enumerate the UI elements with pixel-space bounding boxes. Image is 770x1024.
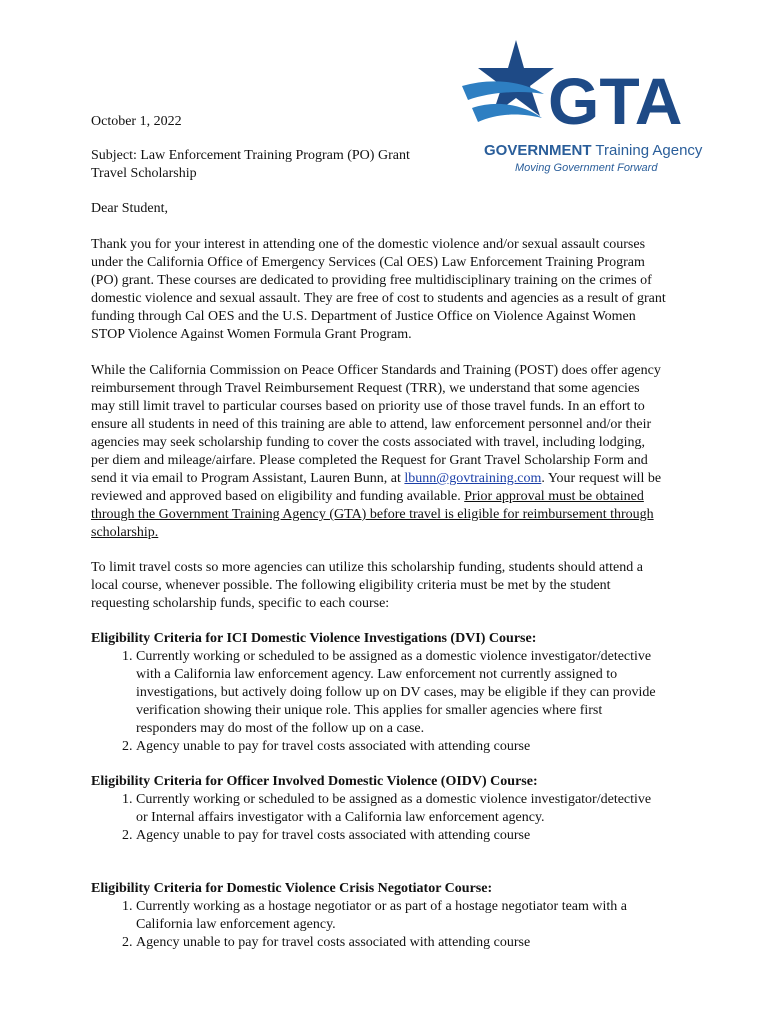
criteria-item: 2. Agency unable to pay for travel costs associated with attending course <box>136 934 666 952</box>
letter-date: October 1, 2022 <box>91 114 182 129</box>
scholarship-paragraph: While the California Commission on Peace Officer Standards and Training (POST) does offer agency reimbursement through Travel Reimbursement Request (TRR), we understand that some agencies may still limit travel to particular courses based on priority use of those travel funds. In an effort to ensure all students in need of this training are able to attend, law enforcement personnel and/or their agencies may seek scholarship funding to cover the costs associated with travel, including lodging, per diem and mileage/airfare. Please completed the Request for Grant Travel Scholarship Form and send it via email to Program Assistant, Lauren Bunn, at lbunn@govtraining.com. Your request will be reviewed and approved based on eligibility and funding available. Prior approval must be obtained through the Government Training Agency (GTA) before travel is eligible for reimbursement through scholarship. <box>91 363 662 540</box>
criteria-section-dvi <box>91 630 666 756</box>
criteria-list <box>91 648 666 756</box>
criteria-section-negotiator <box>91 880 666 952</box>
criteria-item: 2. Agency unable to pay for travel costs associated with attending course <box>136 827 666 845</box>
criteria-item: 1. Currently working as a hostage negotiator or as part of a hostage negotiator team with a California law enforcement agency. <box>136 898 666 934</box>
criteria-section-oidv <box>91 773 666 845</box>
letter-subject: Subject: Law Enforcement Training Program (PO) Grant Travel Scholarship <box>91 148 410 181</box>
logo-letters: GTA <box>548 64 683 138</box>
criteria-item: 2. Agency unable to pay for travel costs associated with attending course <box>136 738 666 756</box>
criteria-heading: Eligibility Criteria for Domestic Violence Crisis Negotiator Course: <box>91 881 493 896</box>
eligibility-intro-paragraph: To limit travel costs so more agencies can utilize this scholarship funding, students should attend a local course, whenever possible. The following eligibility criteria must be met by the student requesting scholarship funds, specific to each course: <box>91 560 643 611</box>
email-link[interactable]: lbunn@govtraining.com <box>404 471 542 486</box>
criteria-heading: Eligibility Criteria for Officer Involved Domestic Violence (OIDV) Course: <box>91 774 538 789</box>
intro-paragraph: Thank you for your interest in attending one of the domestic violence and/or sexual assault courses under the California Office of Emergency Services (Cal OES) Law Enforcement Training Program (PO) grant. These courses are dedicated to providing free multidisciplinary training on the crimes of domestic violence and sexual assault. They are free of cost to students and agencies as a result of grant funding through Cal OES and the U.S. Department of Justice Office on Violence Against Women STOP Violence Against Women Formula Grant Program. <box>91 237 666 342</box>
criteria-list <box>91 791 666 845</box>
prior-approval-notice: Prior approval must be obtained through the Government Training Agency (GTA) before travel is eligible for reimbursement through scholarship. <box>91 489 654 540</box>
gta-logo <box>460 38 720 178</box>
criteria-item: 1. Currently working or scheduled to be assigned as a domestic violence investigator/detective or Internal affairs investigator with a California law enforcement agency. <box>136 791 666 827</box>
criteria-list <box>91 898 666 952</box>
criteria-heading: Eligibility Criteria for ICI Domestic Violence Investigations (DVI) Course: <box>91 631 537 646</box>
criteria-item: 1. Currently working or scheduled to be assigned as a domestic violence investigator/detective with a California law enforcement agency. Law enforcement not currently assigned to investigations, but actively doing follow up on DV cases, may be eligible if they can provide verification showing their unique role. This applies for smaller agencies where first responders may do most of the follow up on a case. <box>136 648 666 738</box>
letter-greeting: Dear Student, <box>91 201 168 216</box>
logo-tagline: Moving Government Forward <box>515 162 658 174</box>
logo-agency-name: GOVERNMENT Training Agency <box>484 142 703 159</box>
